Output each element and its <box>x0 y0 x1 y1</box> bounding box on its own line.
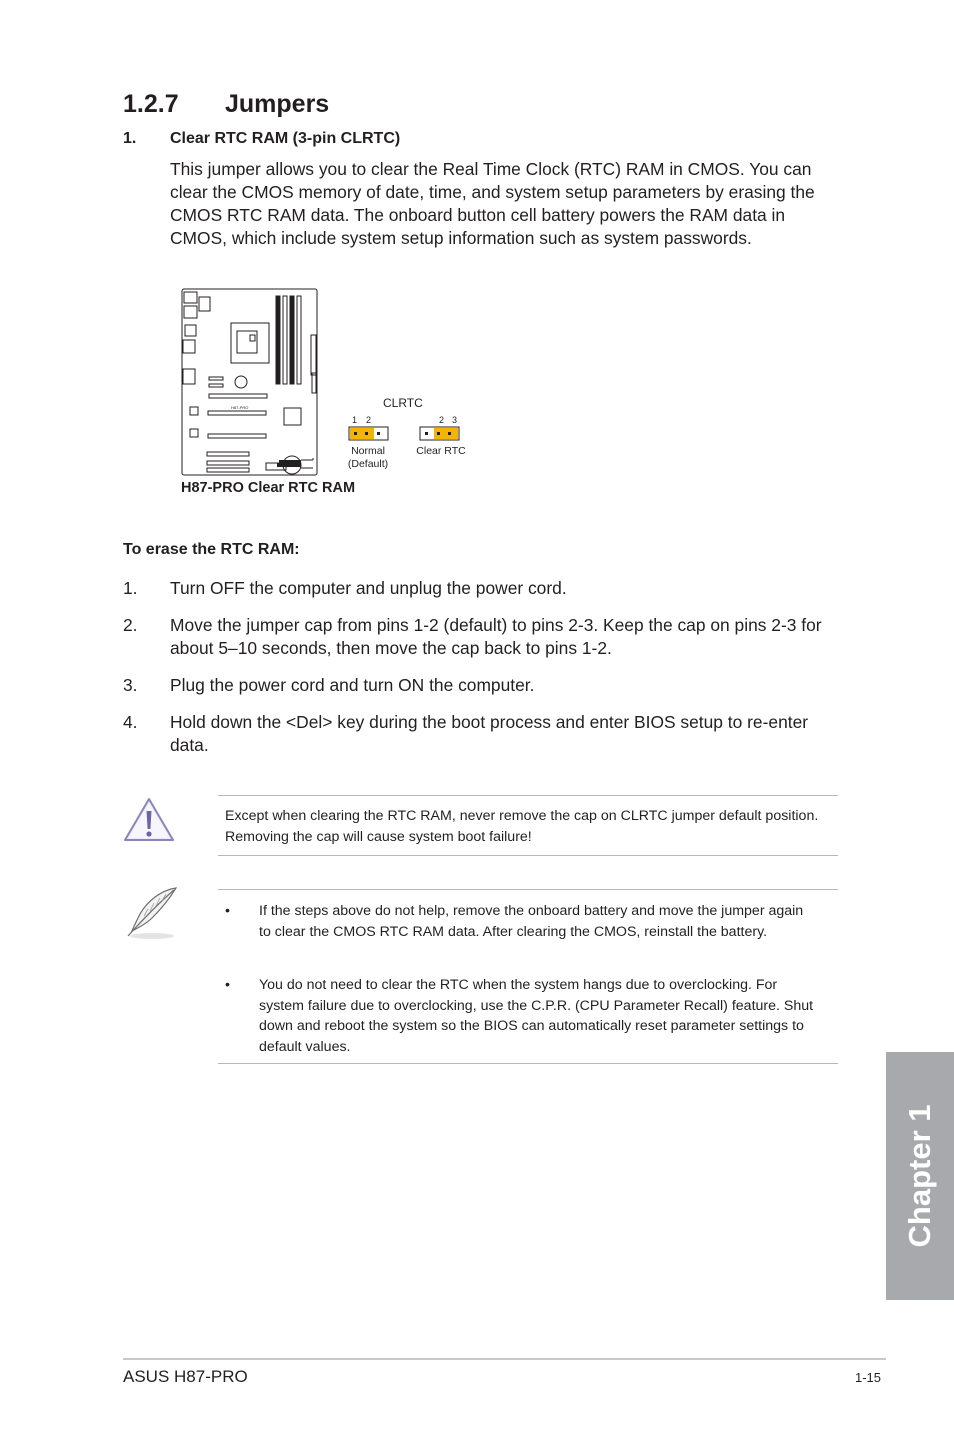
warning-bottom-rule <box>218 855 838 856</box>
normal-pin-1: 1 <box>352 415 358 425</box>
diagram-caption: H87-PRO Clear RTC RAM <box>181 480 356 496</box>
footer-product-name: ASUS H87-PRO <box>123 1367 248 1386</box>
quill-pen-icon <box>122 884 180 947</box>
note-top-rule <box>218 889 838 890</box>
footer-rule <box>123 1358 886 1360</box>
note-bottom-rule <box>218 1063 838 1064</box>
section-number: 1.2.7 <box>123 90 179 118</box>
step-4 <box>123 711 833 757</box>
note-bullet-2 <box>225 975 815 1057</box>
normal-label-line2: (Default) <box>347 458 389 470</box>
item-number: 1. <box>123 130 137 147</box>
chapter-tab <box>886 1052 954 1300</box>
step-2 <box>123 614 833 660</box>
chapter-tab-label: Chapter 1 <box>902 1104 937 1248</box>
normal-jumper-cap <box>350 428 374 439</box>
clrtc-label: CLRTC <box>383 396 423 410</box>
step-text: Hold down the <Del> key during the boot process and enter BIOS setup to re-enter data. <box>170 712 809 755</box>
footer-page-number: 1-15 <box>855 1370 882 1385</box>
normal-label <box>340 445 396 471</box>
step-number: 2. <box>123 615 138 635</box>
step-number: 3. <box>123 675 138 695</box>
note-bullet-1 <box>225 901 815 942</box>
item-heading <box>123 130 400 148</box>
warning-top-rule <box>218 795 838 796</box>
clear-pin-2: 2 <box>439 415 445 425</box>
item-title: Clear RTC RAM (3-pin CLRTC) <box>170 130 401 147</box>
bullet-text: If the steps above do not help, remove the onboard battery and move the jumper again to clear the CMOS RTC RAM data. After clearing the CMOS, reinstall the battery. <box>259 903 804 940</box>
bullet-symbol: • <box>225 977 230 993</box>
normal-label-line1: Normal <box>351 445 385 457</box>
step-1 <box>123 577 833 600</box>
section-title-text: Jumpers <box>225 90 330 118</box>
step-number: 1. <box>123 578 138 598</box>
normal-pin-2: 2 <box>366 415 372 425</box>
bullet-text: You do not need to clear the RTC when the system hangs due to overclocking. For system failure due to overclocking, use the C.P.R. (CPU Parameter Recall) feature. Shut down and reboot the system so the BIOS can automatically reset parameter settings to default values. <box>259 977 814 1055</box>
step-3 <box>123 674 833 697</box>
section-title <box>123 90 329 119</box>
bullet-symbol: • <box>225 903 230 919</box>
clear-pin-3: 3 <box>452 415 458 425</box>
motherboard-layout-svg <box>175 285 485 500</box>
intro-paragraph: This jumper allows you to clear the Real Time Clock (RTC) RAM in CMOS. You can clear the CMOS memory of date, time, and system setup parameters by erasing the CMOS RTC RAM data. The onboard button cell battery powers the RAM data in CMOS, which include system setup information such as system passwords. <box>170 159 815 248</box>
step-text: Plug the power cord and turn ON the computer. <box>170 675 535 695</box>
steps-heading: To erase the RTC RAM: <box>123 541 300 558</box>
step-text: Turn OFF the computer and unplug the power cord. <box>170 578 567 598</box>
step-number: 4. <box>123 712 138 732</box>
warning-triangle-icon <box>122 796 176 849</box>
step-text: Move the jumper cap from pins 1-2 (default) to pins 2-3. Keep the cap on pins 2-3 for about 5–10 seconds, then move the cap back to pins 1-2. <box>170 615 822 658</box>
board-logo: H87-PRO <box>231 405 249 410</box>
motherboard-diagram <box>175 285 485 500</box>
clear-rtc-label: Clear RTC <box>416 445 466 457</box>
warning-text: Except when clearing the RTC RAM, never remove the cap on CLRTC jumper default position. Removing the cap will cause system boot failure! <box>225 808 819 845</box>
